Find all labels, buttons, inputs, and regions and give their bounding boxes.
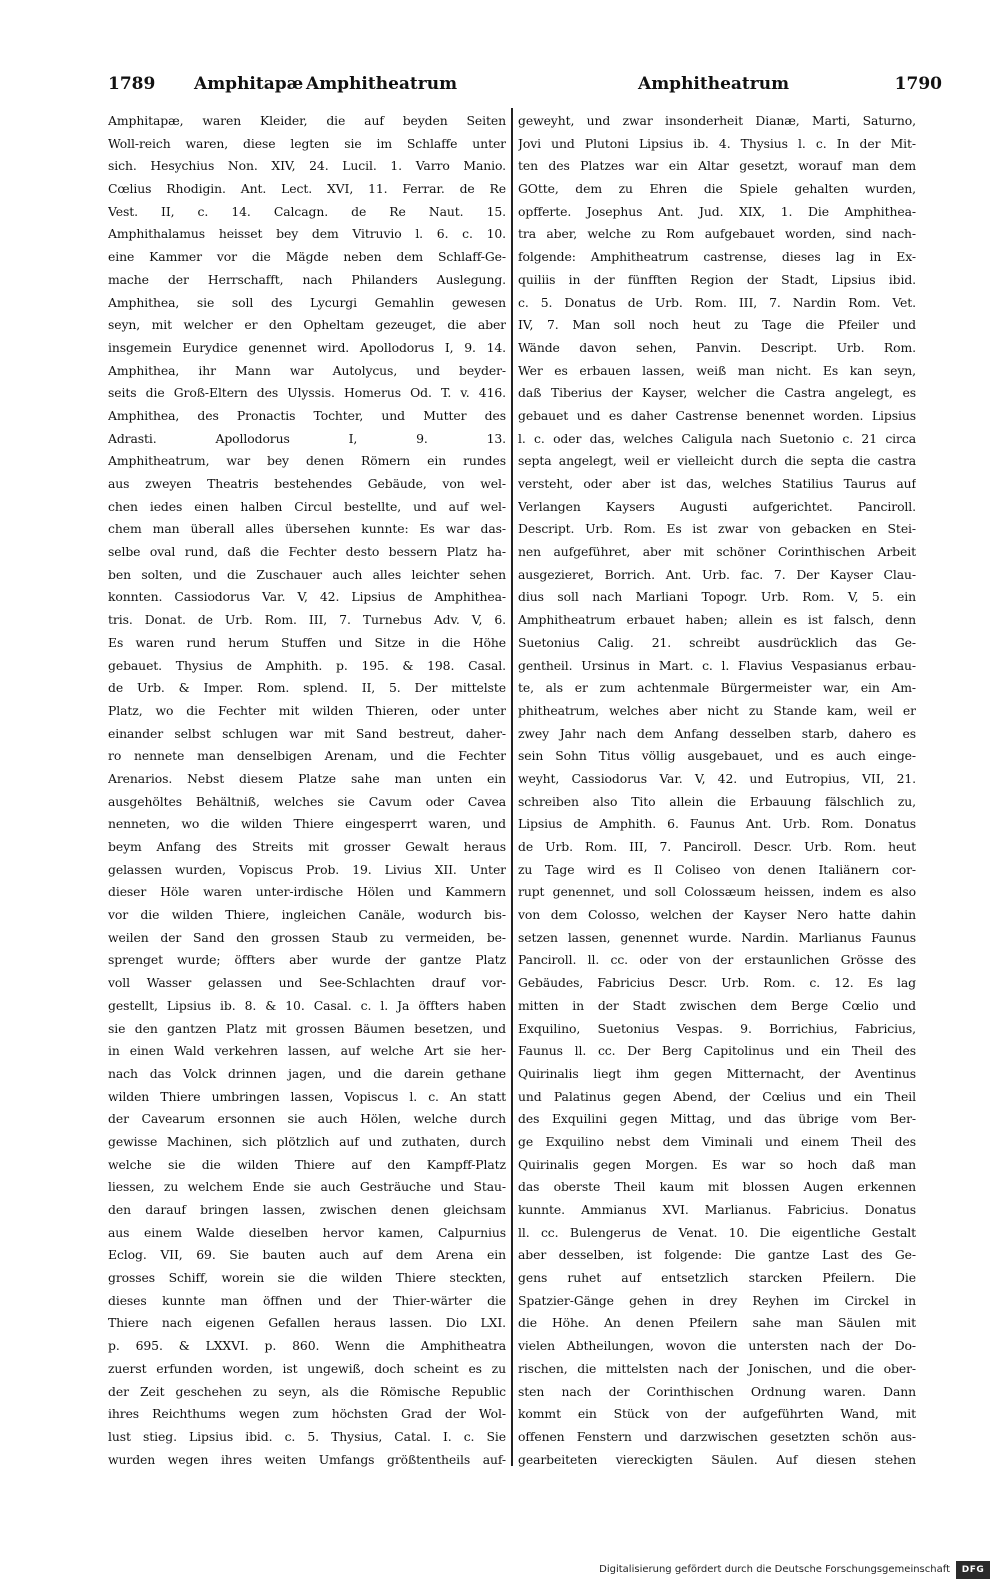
text-line: Panciroll. ll. cc. oder von der erstaunlichen Grösse des <box>518 952 916 968</box>
text-line: l. c. oder das, welches Caligula nach Suetonio c. 21 circa <box>518 430 916 446</box>
text-line: selbe oval rund, daß die Fechter desto bessern Platz ha- <box>108 544 506 560</box>
text-line: Arenarios. Nebst diesem Platze sahe man unten ein <box>108 770 506 786</box>
text-line: voll Wasser gelassen und See-Schlachten drauf vor- <box>108 975 506 991</box>
text-line: gestellt, Lipsius ib. 8. & 10. Casal. c. l. Ja öffters haben <box>108 997 506 1013</box>
text-line: Amphithalamus heisset bey dem Vitruvio l. 6. c. 10. <box>108 226 506 242</box>
text-line: c. 5. Donatus de Urb. Rom. III, 7. Nardin Rom. Vet. <box>518 294 916 310</box>
text-line: weilen der Sand den grossen Staub zu vermeiden, be- <box>108 929 506 945</box>
text-line: Es waren rund herum Stuffen und Sitze in die Höhe <box>108 634 506 650</box>
text-line: Wände davon sehen, Panvin. Descript. Urb. Rom. <box>518 339 916 355</box>
text-line: zwey Jahr nach dem Anfang desselben starb, dahero es <box>518 725 916 741</box>
text-line: sprenget wurde; öffters aber wurde der gantze Platz <box>108 952 506 968</box>
text-line: rupt genennet, und soll Colossæum heissen, indem es also <box>518 884 916 900</box>
text-line: in einen Wald verkehren lassen, auf welche Art sie her- <box>108 1043 506 1059</box>
text-line: Amphitheatrum, war bey denen Römern ein rundes <box>108 453 506 469</box>
text-line: vor die wilden Thiere, ingleichen Canäle, wodurch bis- <box>108 907 506 923</box>
text-line: wilden Thiere umbringen lassen, Vopiscus l. c. An statt <box>108 1088 506 1104</box>
text-line: Amphithea, des Pronactis Tochter, und Mutter des <box>108 407 506 423</box>
text-line: Eclog. VII, 69. Sie bauten auch auf dem Arena ein <box>108 1247 506 1263</box>
text-line: zuerst erfunden worden, ist ungewiß, doch scheint es zu <box>108 1360 506 1376</box>
text-line: quiliis in der fünfften Region der Stadt, Lipsius ibid. <box>518 271 916 287</box>
text-line: ten des Platzes war ein Altar gesetzt, worauf man dem <box>518 158 916 174</box>
left-catchword: Amphitapæ <box>194 74 304 94</box>
text-line: Thiere nach eigenen Gefallen heraus lassen. Dio LXI. <box>108 1315 506 1331</box>
text-line: tra aber, welche zu Rom aufgebauet worden, sind nach- <box>518 226 916 242</box>
text-line: seits die Groß-Eltern des Ulyssis. Homerus Od. T. v. 416. <box>108 385 506 401</box>
left-column <box>108 110 506 1470</box>
text-line: nen aufgeführet, aber mit schöner Corinthischen Arbeit <box>518 544 916 560</box>
text-line: gewisse Machinen, sich plötzlich auf und zuthaten, durch <box>108 1133 506 1149</box>
text-line: seyn, mit welcher er den Opheltam gezeuget, die aber <box>108 317 506 333</box>
text-line: folgende: Amphitheatrum castrense, dieses lag in Ex- <box>518 249 916 265</box>
text-line: gens ruhet auf entsetzlich starcken Pfeilern. Die <box>518 1270 916 1286</box>
text-line: Lipsius de Amphith. 6. Faunus Ant. Urb. Rom. Donatus <box>518 816 916 832</box>
running-header <box>108 74 942 100</box>
text-line: Gebäudes, Fabricius Descr. Urb. Rom. c. 12. Es lag <box>518 975 916 991</box>
text-line: daß Tiberius der Kayser, welcher die Castra angelegt, es <box>518 385 916 401</box>
text-line: de Urb. & Imper. Rom. splend. II, 5. Der mittelste <box>108 680 506 696</box>
text-line: Suetonius Calig. 21. schreibt ausdrücklich das Ge- <box>518 634 916 650</box>
text-line: IV, 7. Man soll noch heut zu Tage die Pfeiler und <box>518 317 916 333</box>
text-line: setzen lassen, genennet wurde. Nardin. Marlianus Faunus <box>518 929 916 945</box>
text-line: Faunus ll. cc. Der Berg Capitolinus und ein Theil des <box>518 1043 916 1059</box>
text-line: welche sie die wilden Thiere auf den Kampff-Platz <box>108 1156 506 1172</box>
digitization-footer <box>0 1560 1000 1584</box>
text-line: aus zweyen Theatris bestehendes Gebäude, von wel- <box>108 476 506 491</box>
text-line: gebauet und es daher Castrense benennet worden. Lipsius <box>518 407 916 423</box>
text-line: der Zeit geschehen zu seyn, als die Römische Republic <box>108 1383 506 1399</box>
text-line: den darauf bringen lassen, zwischen denen gleichsam <box>108 1202 506 1217</box>
text-line: der Cavearum ersonnen sie auch Hölen, welche durch <box>108 1111 506 1127</box>
text-line: grosses Schiff, worein sie die wilden Thiere steckten, <box>108 1270 506 1286</box>
text-line: wurden wegen ihres weiten Umfangs größtentheils auf- <box>108 1451 506 1467</box>
text-line: schreiben also Tito allein die Erbauung fälschlich zu, <box>518 793 916 809</box>
text-line: insgemein Eurydice genennet wird. Apollodorus I, 9. 14. <box>108 339 506 355</box>
left-page-number: 1789 <box>108 74 156 94</box>
text-line: liessen, zu welchem Ende sie auch Gesträuche und Stau- <box>108 1179 506 1195</box>
text-line: sie den gantzen Platz mit grossen Bäumen besetzen, und <box>108 1020 506 1036</box>
text-line: konnten. Cassiodorus Var. V, 42. Lipsius de Amphithea- <box>108 589 506 605</box>
text-line: sein Sohn Titus völlig ausgebauet, und es auch einge- <box>518 748 916 764</box>
text-line: zu Tage wird es Il Coliseo von denen Italiänern cor- <box>518 861 916 877</box>
text-line: versteht, oder aber ist das, welches Statilius Taurus auf <box>518 476 916 491</box>
text-line: Amphitapæ, waren Kleider, die auf beyden Seiten <box>108 113 506 128</box>
text-line: Platz, wo die Fechter mit wilden Thieren, oder unter <box>108 702 506 718</box>
right-column <box>518 110 916 1470</box>
text-line: ihres Reichthums wegen zum höchsten Grad der Wol- <box>108 1406 506 1422</box>
text-line: tris. Donat. de Urb. Rom. III, 7. Turnebus Adv. V, 6. <box>108 612 506 628</box>
text-line: Wer es erbauen lassen, weiß man nicht. Es kan seyn, <box>518 362 916 378</box>
text-line: Cœlius Rhodigin. Ant. Lect. XVI, 11. Ferrar. de Re <box>108 181 506 197</box>
text-line: gearbeiteten viereckigten Säulen. Auf diesen stehen <box>518 1451 916 1467</box>
text-line: gentheil. Ursinus in Mart. c. l. Flavius Vespasianus erbau- <box>518 657 916 673</box>
text-line: Spatzier-Gänge gehen in drey Reyhen im Circkel in <box>518 1292 916 1308</box>
text-line: einander selbst schlugen war mit Sand bestreut, daher- <box>108 725 506 741</box>
text-line: chem man überall alles übersehen kunnte: Es war das- <box>108 521 506 537</box>
text-line: geweyht, und zwar insonderheit Dianæ, Marti, Saturno, <box>518 113 916 128</box>
text-line: offenen Fenstern und darzwischen gesetzten schön aus- <box>518 1428 916 1444</box>
text-line: ge Exquilino nebst dem Viminali und einem Theil des <box>518 1133 916 1149</box>
left-running-title: Amphitheatrum <box>306 74 458 94</box>
text-line: ausgezieret, Borrich. Ant. Urb. fac. 7. Der Kayser Clau- <box>518 566 916 582</box>
text-line: ben solten, und die Zuschauer auch alles leichter sehen <box>108 566 506 582</box>
text-line: weyht, Cassiodorus Var. V, 42. und Eutropius, VII, 21. <box>518 770 916 786</box>
text-line: gebauet. Thysius de Amphith. p. 195. & 198. Casal. <box>108 657 506 673</box>
text-line: beym Anfang des Streits mit grosser Gewalt heraus <box>108 839 506 854</box>
text-line: und Palatinus gegen Abend, der Cœlius und ein Theil <box>518 1088 916 1104</box>
right-page-number: 1790 <box>894 74 942 94</box>
text-line: mitten in der Stadt zwischen dem Berge Cœlio und <box>518 997 916 1013</box>
text-line: kommt ein Stück von der aufgeführten Wand, mit <box>518 1406 916 1422</box>
text-line: ausgehöltes Behältniß, welches sie Cavum oder Cavea <box>108 793 506 809</box>
text-line: dius soll nach Marliani Topogr. Urb. Rom. V, 5. ein <box>518 589 916 605</box>
text-line: aus einem Walde dieselben hervor kamen, Calpurnius <box>108 1224 506 1240</box>
text-line: Jovi und Plutoni Lipsius ib. 4. Thysius l. c. In der Mit- <box>518 135 916 151</box>
text-line: te, als er zum achtenmale Bürgermeister war, ein Am- <box>518 680 916 696</box>
text-line: Verlangen Kaysers Augusti aufgerichtet. Panciroll. <box>518 498 916 514</box>
text-line: vielen Abtheilungen, wovon die untersten nach der Do- <box>518 1338 916 1354</box>
text-line: des Exquilini gegen Mittag, und das übrige vom Ber- <box>518 1111 916 1127</box>
text-line: septa angelegt, weil er vielleicht durch die septa die castra <box>518 453 916 469</box>
text-line: Descript. Urb. Rom. Es ist zwar von gebacken en Stei- <box>518 521 916 537</box>
text-line: Amphithea, ihr Mann war Autolycus, und beyder- <box>108 362 506 378</box>
text-line: nach das Volck drinnen jagen, und die darein gethane <box>108 1065 506 1081</box>
text-line: phitheatrum, welches aber nicht zu Stande kam, weil er <box>518 702 916 718</box>
column-divider <box>511 108 513 1466</box>
text-line: opfferte. Josephus Ant. Jud. XIX, 1. Die Amphithea- <box>518 203 916 219</box>
text-line: sten nach der Corinthischen Ordnung waren. Dann <box>518 1383 916 1399</box>
text-line: Vest. II, c. 14. Calcagn. de Re Naut. 15. <box>108 203 506 219</box>
text-line: nenneten, wo die wilden Thiere eingesperrt waren, und <box>108 816 506 832</box>
text-line: ll. cc. Bulengerus de Venat. 10. Die eigentliche Gestalt <box>518 1224 916 1240</box>
text-line: mache der Herrschafft, nach Philanders Auslegung. <box>108 271 506 287</box>
funding-credit: Digitalisierung gefördert durch die Deutsche Forschungsgemeinschaft <box>599 1564 950 1575</box>
text-line: Quirinalis gegen Morgen. Es war so hoch daß man <box>518 1156 916 1172</box>
text-line: ro nennete man denselbigen Arenam, und die Fechter <box>108 748 506 764</box>
text-line: chen iedes einen halben Circul bestellte, und auf wel- <box>108 498 506 514</box>
text-line: die Höhe. An denen Pfeilern sahe man Säulen mit <box>518 1315 916 1331</box>
right-running-title: Amphitheatrum <box>638 74 790 94</box>
text-line: GOtte, dem zu Ehren die Spiele gehalten wurden, <box>518 181 916 197</box>
text-line: de Urb. Rom. III, 7. Panciroll. Descr. Urb. Rom. heut <box>518 839 916 854</box>
dfg-logo: DFG <box>956 1561 990 1579</box>
text-line: gelassen wurden, Vopiscus Prob. 19. Livius XII. Unter <box>108 861 506 877</box>
text-line: p. 695. & LXXVI. p. 860. Wenn die Amphitheatra <box>108 1338 506 1354</box>
text-line: dieser Höle waren unter-irdische Hölen und Kammern <box>108 884 506 900</box>
text-line: lust stieg. Lipsius ibid. c. 5. Thysius, Catal. I. c. Sie <box>108 1428 506 1444</box>
text-line: Exquilino, Suetonius Vespas. 9. Borrichius, Fabricius, <box>518 1020 916 1036</box>
text-line: dieses kunnte man öffnen und der Thier-wärter die <box>108 1292 506 1308</box>
text-line: das oberste Theil kaum mit blossen Augen erkennen <box>518 1179 916 1195</box>
book-page <box>108 62 942 1472</box>
text-line: aber desselben, ist folgende: Die gantze Last des Ge- <box>518 1247 916 1263</box>
text-line: Adrasti. Apollodorus I, 9. 13. <box>108 430 506 446</box>
text-line: Amphithea, sie soll des Lycurgi Gemahlin gewesen <box>108 294 506 310</box>
text-line: rischen, die mittelsten nach der Jonischen, und die ober- <box>518 1360 916 1376</box>
text-line: eine Kammer vor die Mägde neben dem Schlaff-Ge- <box>108 249 506 265</box>
text-line: Woll-reich waren, diese legten sie im Schlaffe unter <box>108 135 506 151</box>
text-line: von dem Colosso, welchen der Kayser Nero hatte dahin <box>518 907 916 923</box>
text-line: kunnte. Ammianus XVI. Marlianus. Fabricius. Donatus <box>518 1202 916 1217</box>
text-line: Quirinalis liegt ihm gegen Mitternacht, der Aventinus <box>518 1065 916 1081</box>
text-line: sich. Hesychius Non. XIV, 24. Lucil. 1. Varro Manio. <box>108 158 506 174</box>
text-line: Amphitheatrum erbauet haben; allein es ist falsch, denn <box>518 612 916 628</box>
